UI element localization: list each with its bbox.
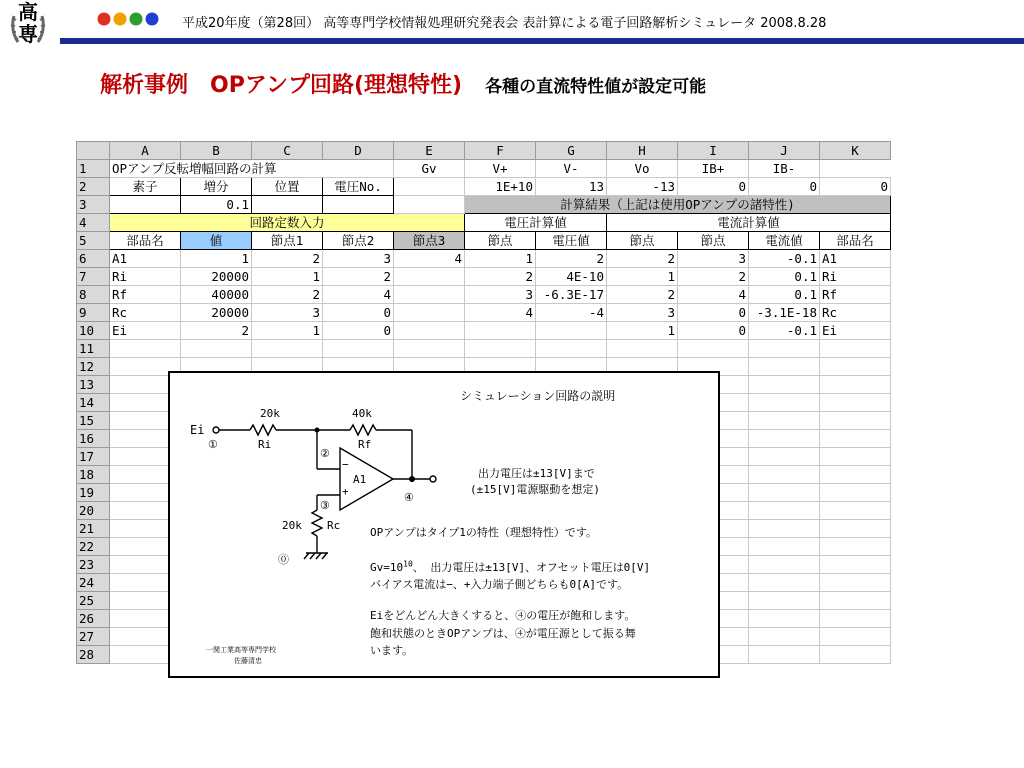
cell[interactable] <box>678 340 749 358</box>
cell[interactable] <box>465 322 536 340</box>
node2-label: ② <box>320 447 330 460</box>
table-row <box>77 268 891 286</box>
col-label-node3[interactable]: 節点3 <box>394 232 465 250</box>
cell[interactable] <box>110 340 181 358</box>
bias-note: バイアス電流は−、+入力端子側どちらも0[A]です。 <box>370 578 629 591</box>
cell[interactable]: 2 <box>536 250 607 268</box>
cell[interactable] <box>536 340 607 358</box>
header-bar <box>0 0 1024 48</box>
cell-vminus-value[interactable]: -13 <box>607 178 678 196</box>
row-number[interactable]: 18 <box>77 466 110 484</box>
cell[interactable]: 0.1 <box>749 268 820 286</box>
cell[interactable]: 0 <box>323 304 394 322</box>
cell[interactable] <box>820 610 891 628</box>
cell[interactable] <box>749 502 820 520</box>
cell[interactable]: 2 <box>678 268 749 286</box>
cell[interactable] <box>749 466 820 484</box>
row-number[interactable]: 22 <box>77 538 110 556</box>
cell[interactable] <box>749 430 820 448</box>
node4-label: ④ <box>404 491 414 504</box>
diagram-heading: シミュレーション回路の説明 <box>460 389 616 403</box>
cell[interactable]: Rf <box>110 286 181 304</box>
cell[interactable]: 40000 <box>181 286 252 304</box>
cell[interactable]: 1 <box>607 268 678 286</box>
cell-vo-value[interactable]: 0 <box>678 178 749 196</box>
cell-ibminus-value[interactable]: 0 <box>820 178 891 196</box>
orange-dot-icon <box>114 13 127 26</box>
cell[interactable] <box>749 628 820 646</box>
row-number[interactable]: 3 <box>77 196 110 214</box>
cell-increment-value[interactable]: 0.1 <box>181 196 252 214</box>
cell[interactable] <box>394 178 465 196</box>
cell[interactable]: 20000 <box>181 268 252 286</box>
plus-label: + <box>342 485 349 498</box>
table-row <box>77 214 891 232</box>
cell-increment-label[interactable]: 増分 <box>181 178 252 196</box>
cell[interactable] <box>820 646 891 664</box>
cell[interactable] <box>749 646 820 664</box>
cell[interactable] <box>394 196 465 214</box>
cell[interactable]: 2 <box>252 250 323 268</box>
cell[interactable]: Rc <box>820 304 891 322</box>
node3-label: ③ <box>320 499 330 512</box>
cell[interactable]: 0.1 <box>749 286 820 304</box>
cell[interactable] <box>749 448 820 466</box>
output-note-1: 出力電圧は±13[V]まで <box>478 467 595 480</box>
slide-subtitle: 各種の直流特性値が設定可能 <box>485 77 707 97</box>
cell-gv-value[interactable]: 1E+10 <box>465 178 536 196</box>
cell[interactable] <box>536 322 607 340</box>
row-number[interactable]: 9 <box>77 304 110 322</box>
rf-label: Rf <box>358 438 372 451</box>
cell[interactable] <box>394 304 465 322</box>
red-dot-icon <box>98 13 111 26</box>
ri-label: Ri <box>258 438 272 451</box>
table-row <box>77 250 891 268</box>
table-row <box>77 160 891 178</box>
cell[interactable] <box>820 466 891 484</box>
type-note: OPアンプはタイプ1の特性（理想特性）です。 <box>370 526 597 539</box>
cell[interactable] <box>394 340 465 358</box>
cell-vplus-label[interactable]: V+ <box>465 160 536 178</box>
row-number[interactable]: 15 <box>77 412 110 430</box>
cell[interactable]: Rc <box>110 304 181 322</box>
row-number[interactable]: 4 <box>77 214 110 232</box>
cell[interactable] <box>820 358 891 376</box>
saturation-note-3: います。 <box>370 644 414 657</box>
school-name: 一関工業高等専門学校 <box>206 646 276 654</box>
cell-position-label[interactable]: 位置 <box>252 178 323 196</box>
cell[interactable]: 1 <box>465 250 536 268</box>
color-dots <box>97 11 167 27</box>
col-label-voltage[interactable]: 電圧値 <box>536 232 607 250</box>
row-number[interactable]: 6 <box>77 250 110 268</box>
cell[interactable] <box>820 520 891 538</box>
row-number[interactable]: 8 <box>77 286 110 304</box>
row-number[interactable]: 12 <box>77 358 110 376</box>
gv-note-prefix: Gv=10 <box>370 561 404 574</box>
cell[interactable]: 0 <box>678 304 749 322</box>
cell[interactable] <box>252 340 323 358</box>
author-name: 佐藤清忠 <box>234 657 262 665</box>
cell[interactable] <box>749 538 820 556</box>
cell-ibplus-label[interactable]: IB+ <box>678 160 749 178</box>
row-number[interactable]: 25 <box>77 592 110 610</box>
col-label-node[interactable]: 節点 <box>678 232 749 250</box>
table-row <box>77 178 891 196</box>
current-calc-header[interactable]: 電流計算値 <box>607 214 891 232</box>
cell[interactable] <box>394 268 465 286</box>
rf-value-label: 40k <box>352 407 372 420</box>
cell[interactable]: -0.1 <box>749 250 820 268</box>
row-number[interactable]: 5 <box>77 232 110 250</box>
row-number[interactable]: 13 <box>77 376 110 394</box>
col-label-node[interactable]: 節点 <box>465 232 536 250</box>
cell[interactable] <box>749 556 820 574</box>
cell[interactable]: 0 <box>323 322 394 340</box>
column-header[interactable]: G <box>536 142 607 160</box>
cell[interactable] <box>394 286 465 304</box>
column-header[interactable]: C <box>252 142 323 160</box>
a1-label: A1 <box>353 473 367 486</box>
node0-label: ⓪ <box>278 553 289 566</box>
cell[interactable] <box>820 430 891 448</box>
col-label-node2[interactable]: 節点2 <box>323 232 394 250</box>
cell[interactable] <box>820 394 891 412</box>
cell[interactable]: 2 <box>465 268 536 286</box>
cell[interactable]: A1 <box>110 250 181 268</box>
table-row <box>77 232 891 250</box>
saturation-note-2: 飽和状態のときOPアンプは、④が電圧源として振る舞 <box>370 627 636 640</box>
cell[interactable] <box>323 196 394 214</box>
table-row <box>77 196 891 214</box>
cell[interactable]: 2 <box>323 268 394 286</box>
cell[interactable] <box>820 340 891 358</box>
cell-gv-label[interactable]: Gv <box>394 160 465 178</box>
rc-label: Rc <box>327 519 341 532</box>
col-label-node[interactable]: 節点 <box>607 232 678 250</box>
header-title: 平成20年度（第28回） 高等専門学校情報処理研究発表会 表計算による電子回路解析シミュレータ 2008.8.28 <box>182 16 827 31</box>
column-header[interactable]: I <box>678 142 749 160</box>
cell[interactable] <box>749 358 820 376</box>
cell[interactable]: Ei <box>820 322 891 340</box>
col-label-part[interactable]: 部品名 <box>820 232 891 250</box>
column-header[interactable]: H <box>607 142 678 160</box>
cell-vminus-label[interactable]: V- <box>536 160 607 178</box>
gv-note-text: 、 出力電圧は±13[V]、オフセット電圧は0[V] <box>412 561 651 574</box>
cell[interactable]: 4E-10 <box>536 268 607 286</box>
table-row <box>77 322 891 340</box>
column-header[interactable]: E <box>394 142 465 160</box>
slide-title-main: 解析事例 OPアンプ回路(理想特性) <box>100 73 463 98</box>
cell[interactable]: 1 <box>607 322 678 340</box>
cell[interactable]: Ri <box>110 268 181 286</box>
cell-element-label[interactable]: 素子 <box>110 178 181 196</box>
slide-title <box>100 68 706 99</box>
table-row <box>77 286 891 304</box>
row-number[interactable]: 17 <box>77 448 110 466</box>
calc-result-header[interactable]: 計算結果（上記は使用OPアンプの諸特性) <box>465 196 891 214</box>
cell[interactable] <box>181 340 252 358</box>
minus-label: − <box>342 458 349 471</box>
cell[interactable] <box>110 196 181 214</box>
voltage-calc-header[interactable]: 電圧計算値 <box>465 214 607 232</box>
cell[interactable]: 20000 <box>181 304 252 322</box>
cell[interactable]: 3 <box>323 250 394 268</box>
cell[interactable] <box>749 376 820 394</box>
cell[interactable]: Ri <box>820 268 891 286</box>
row-number[interactable]: 19 <box>77 484 110 502</box>
column-header-row <box>77 142 891 160</box>
row-number[interactable]: 1 <box>77 160 110 178</box>
cell[interactable]: 0 <box>678 322 749 340</box>
column-header[interactable]: B <box>181 142 252 160</box>
cell[interactable]: -0.1 <box>749 322 820 340</box>
cell[interactable] <box>749 394 820 412</box>
row-number[interactable]: 24 <box>77 574 110 592</box>
cell[interactable] <box>820 574 891 592</box>
cell[interactable]: 3 <box>252 304 323 322</box>
ri-value-label: 20k <box>260 407 280 420</box>
gv-note-exponent: 10 <box>403 559 413 569</box>
col-label-part[interactable]: 部品名 <box>110 232 181 250</box>
output-note-2: (±15[V]電源駆動を想定) <box>470 483 600 496</box>
col-label-current[interactable]: 電流値 <box>749 232 820 250</box>
row-number[interactable]: 28 <box>77 646 110 664</box>
row-number[interactable]: 20 <box>77 502 110 520</box>
blue-dot-icon <box>146 13 159 26</box>
cell[interactable]: 2 <box>181 322 252 340</box>
cell[interactable] <box>749 484 820 502</box>
cell[interactable] <box>749 610 820 628</box>
cell-ibplus-value[interactable]: 0 <box>749 178 820 196</box>
cell-voltage-no-label[interactable]: 電圧No. <box>323 178 394 196</box>
cell[interactable]: 2 <box>607 250 678 268</box>
logo-top-char: 高 <box>18 0 38 24</box>
row-number[interactable]: 10 <box>77 322 110 340</box>
table-row <box>77 304 891 322</box>
cell-vo-label[interactable]: Vo <box>607 160 678 178</box>
corner-cell[interactable] <box>77 142 110 160</box>
cell[interactable]: 1 <box>252 268 323 286</box>
row-number[interactable]: 23 <box>77 556 110 574</box>
sheet-title-cell[interactable]: OPアンプ反転増幅回路の計算 <box>110 160 394 178</box>
cell[interactable] <box>749 574 820 592</box>
cell[interactable] <box>820 592 891 610</box>
row-number[interactable]: 27 <box>77 628 110 646</box>
cell[interactable] <box>323 340 394 358</box>
cell[interactable]: 4 <box>465 304 536 322</box>
cell[interactable] <box>749 412 820 430</box>
cell[interactable] <box>820 376 891 394</box>
cell[interactable]: 4 <box>394 250 465 268</box>
column-header[interactable]: K <box>820 142 891 160</box>
row-number[interactable]: 7 <box>77 268 110 286</box>
cell[interactable] <box>820 448 891 466</box>
row-number[interactable]: 26 <box>77 610 110 628</box>
cell[interactable]: 3 <box>678 250 749 268</box>
cell[interactable] <box>820 502 891 520</box>
ei-label: Ei <box>190 423 205 437</box>
circuit-input-header[interactable]: 回路定数入力 <box>110 214 465 232</box>
cell[interactable]: 3 <box>607 304 678 322</box>
header-divider <box>60 38 1024 44</box>
cell[interactable] <box>820 538 891 556</box>
cell[interactable]: -4 <box>536 304 607 322</box>
rc-value-label: 20k <box>282 519 302 532</box>
row-number[interactable]: 2 <box>77 178 110 196</box>
cell[interactable] <box>394 322 465 340</box>
cell[interactable]: -3.1E-18 <box>749 304 820 322</box>
cell[interactable]: -6.3E-17 <box>536 286 607 304</box>
cell[interactable]: 4 <box>678 286 749 304</box>
row-number[interactable]: 11 <box>77 340 110 358</box>
cell[interactable]: Rf <box>820 286 891 304</box>
logo-bottom-char: 専 <box>18 22 38 46</box>
cell[interactable] <box>820 412 891 430</box>
cell[interactable] <box>820 484 891 502</box>
cell[interactable] <box>749 520 820 538</box>
row-number[interactable]: 14 <box>77 394 110 412</box>
column-header[interactable]: J <box>749 142 820 160</box>
circuit-diagram-panel[interactable] <box>168 371 720 678</box>
cell[interactable]: Ei <box>110 322 181 340</box>
column-header[interactable]: A <box>110 142 181 160</box>
cell[interactable] <box>465 340 536 358</box>
col-label-value[interactable]: 値 <box>181 232 252 250</box>
cell[interactable]: 2 <box>252 286 323 304</box>
cell[interactable] <box>820 556 891 574</box>
cell-ibminus-label[interactable]: IB- <box>749 160 820 178</box>
cell[interactable] <box>749 592 820 610</box>
cell[interactable]: 3 <box>465 286 536 304</box>
school-logo <box>10 2 46 46</box>
column-header[interactable]: D <box>323 142 394 160</box>
cell[interactable]: A1 <box>820 250 891 268</box>
cell[interactable]: 1 <box>252 322 323 340</box>
cell[interactable] <box>252 196 323 214</box>
cell[interactable]: 1 <box>181 250 252 268</box>
cell[interactable] <box>749 340 820 358</box>
cell-vplus-value[interactable]: 13 <box>536 178 607 196</box>
cell[interactable] <box>820 628 891 646</box>
cell[interactable]: 4 <box>323 286 394 304</box>
cell[interactable] <box>607 340 678 358</box>
green-dot-icon <box>130 13 143 26</box>
col-label-node1[interactable]: 節点1 <box>252 232 323 250</box>
node1-label: ① <box>208 438 218 451</box>
cell[interactable]: 2 <box>607 286 678 304</box>
row-number[interactable]: 16 <box>77 430 110 448</box>
column-header[interactable]: F <box>465 142 536 160</box>
saturation-note-1: Eiをどんどん大きくすると、④の電圧が飽和します。 <box>370 609 636 622</box>
table-row <box>77 340 891 358</box>
row-number[interactable]: 21 <box>77 520 110 538</box>
gv-note <box>370 559 650 575</box>
